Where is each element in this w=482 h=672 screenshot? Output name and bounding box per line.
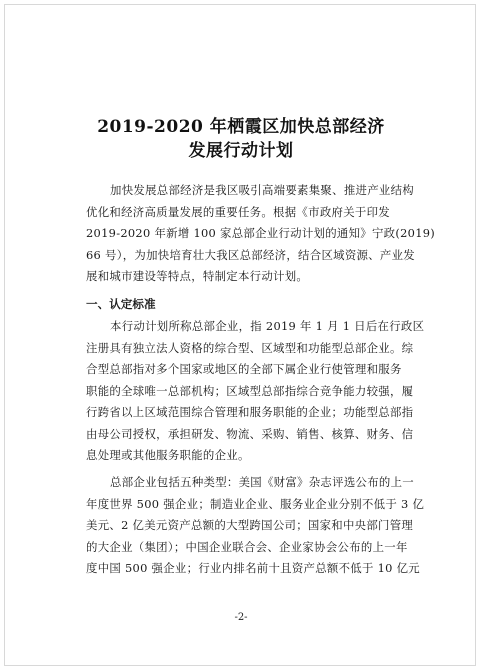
section1b-line: 度中国 500 强企业；行业内排名前十且资产总额不低于 10 亿元	[86, 561, 420, 575]
section1-line: 职能的全球唯一总部机构；区域型总部指综合竞争能力较强，履	[86, 383, 414, 398]
section1b-line: 年度世界 500 强企业；制造业企业、服务业企业分别不低于 3 亿	[86, 496, 425, 511]
intro-line: 加快发展总部经济是我区吸引高端要素集聚、推进产业结构	[110, 183, 414, 197]
section1-line: 本行动计划所称总部企业，指 2019 年 1 月 1 日后在行政区	[110, 319, 425, 333]
section1-line: 合型总部指对多个国家或地区的全部下属企业行使管理和服务	[86, 362, 402, 376]
section-heading: 一、认定标准	[86, 297, 156, 311]
section1b-paragraph	[86, 472, 425, 580]
document-title-line2: 发展行动计划	[188, 141, 294, 161]
section1b-line: 总部企业包括五种类型：美国《财富》杂志评选公布的上一	[110, 475, 414, 489]
intro-line: 优化和经济高质量发展的重要任务。根据《市政府关于印发	[86, 204, 390, 219]
section1-line: 注册具有独立法人资格的综合型、区域型和功能型总部企业。综	[86, 340, 414, 355]
section1b-line: 美元、2 亿美元资产总额的大型跨国公司；国家和中央部门管理	[86, 518, 414, 532]
intro-line: 2019-2020 年新增 100 家总部企业行动计划的通知》宁政(2019)	[86, 226, 436, 240]
section1-line: 息处理或其他服务职能的企业。	[86, 448, 250, 462]
document-title-line1: 2019-2020 年栖霞区加快总部经济	[97, 117, 385, 137]
page-number: -2-	[234, 612, 248, 623]
intro-line: 66 号），为加快培育壮大我区总部经济，结合区域资源、产业发	[86, 247, 415, 262]
intro-paragraph	[86, 180, 436, 288]
section1b-line: 的大企业（集团）；中国企业联合会、企业家协会公布的上一年	[86, 539, 408, 554]
intro-line: 展和城市建设等特点，特制定本行动计划。	[86, 269, 309, 283]
section1-line: 行跨省以上区域范围综合管理和服务职能的企业；功能型总部指	[86, 405, 414, 419]
section1-paragraph	[86, 316, 425, 467]
section1-line: 由母公司授权，承担研发、物流、采购、销售、核算、财务、信	[86, 426, 414, 441]
